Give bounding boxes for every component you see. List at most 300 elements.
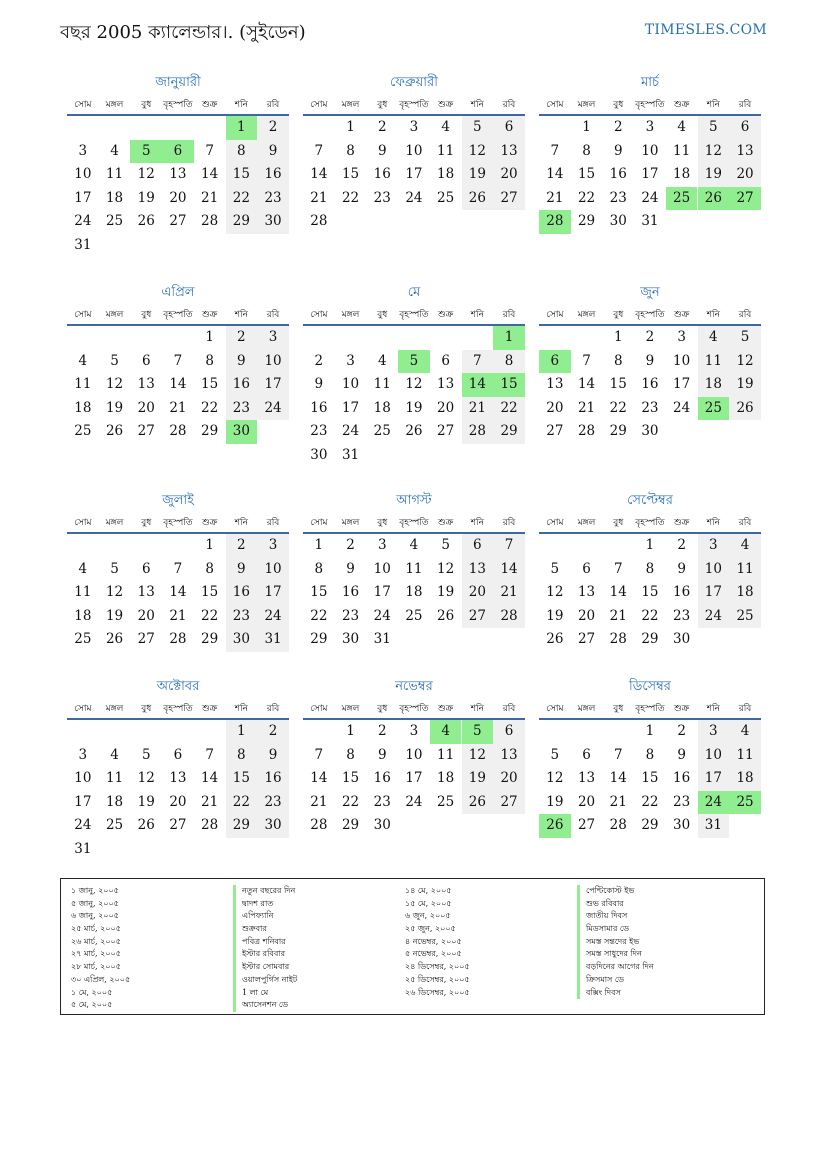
weekday-label: বুধ [613, 704, 624, 714]
weekday-label: শনি [470, 704, 484, 714]
day-cell: 9 [314, 376, 324, 392]
weekday-label: শনি [470, 100, 484, 110]
legend-date: ২৫ মার্চ, ২০০৫ [71, 924, 121, 934]
holiday-day-cell: 1 [493, 326, 525, 350]
day-cell: 13 [493, 140, 525, 164]
weekday-label: বুধ [613, 310, 624, 320]
weekday-label: রবি [738, 100, 752, 110]
day-cell: 7 [173, 560, 183, 577]
day-cell: 2 [257, 116, 289, 140]
day-cell: 6 [141, 352, 151, 369]
legend-holiday-name: জাতীয় দিবস [577, 910, 654, 923]
weekday-label: বৃহস্পতি [635, 100, 665, 110]
day-cell: 5 [441, 537, 450, 553]
day-cell: 25 [74, 423, 92, 439]
day-cell: 23 [373, 793, 391, 810]
legend-dates-column-2 [405, 885, 470, 999]
day-cell: 13 [493, 744, 525, 768]
weekday-label: সোম [310, 518, 328, 528]
day-cell: 12 [405, 376, 423, 392]
weekday-label: সোম [74, 310, 92, 320]
day-cell: 27 [462, 605, 494, 629]
day-cell: 24 [373, 607, 391, 624]
day-cell: 15 [577, 166, 596, 182]
day-cell: 2 [645, 329, 655, 345]
month-block [67, 283, 289, 483]
day-cell: 14 [609, 770, 627, 786]
day-cell: 19 [546, 607, 564, 624]
day-cell: 3 [78, 746, 88, 763]
day-cell: 10 [257, 350, 289, 374]
day-cell: 4 [110, 746, 119, 763]
day-cell: 13 [577, 770, 596, 786]
day-cell: 11 [729, 558, 761, 582]
weekday-label: বুধ [613, 518, 624, 528]
day-cell: 15 [341, 166, 360, 182]
weekday-label: মঙ্গল [341, 100, 360, 110]
day-cell: 21 [169, 399, 187, 416]
legend-date: ৩০ এপ্রিল, ২০০৫ [71, 974, 131, 984]
day-cell: 7 [205, 142, 214, 159]
day-cell: 19 [462, 767, 494, 791]
day-cell: 24 [673, 399, 691, 416]
weekday-label: শুক্র [438, 310, 454, 320]
legend-holiday-name: ইস্টার রবিবার [233, 948, 297, 961]
day-cell: 19 [105, 399, 124, 416]
weekday-label: বৃহস্পতি [163, 518, 193, 528]
weekday-label: সোম [74, 518, 92, 528]
holiday-day-cell: 28 [539, 210, 571, 234]
day-cell: 23 [609, 189, 627, 206]
day-cell: 30 [257, 210, 289, 234]
day-cell: 30 [609, 213, 627, 229]
weekday-label: বৃহস্পতি [399, 704, 429, 714]
day-cell: 28 [310, 817, 328, 833]
day-cell: 4 [409, 537, 419, 553]
day-cell: 27 [169, 213, 187, 229]
day-cell: 10 [405, 142, 423, 159]
day-cell: 9 [677, 560, 686, 577]
month-block [303, 73, 525, 273]
weekday-label: শনি [706, 518, 720, 528]
day-cell: 4 [110, 142, 119, 159]
day-cell: 18 [729, 581, 761, 605]
day-cell: 12 [105, 376, 124, 392]
day-cell: 18 [729, 767, 761, 791]
month-title: ফেব্রুয়ারী [390, 75, 438, 90]
holiday-day-cell: 6 [539, 350, 571, 374]
day-cell: 2 [613, 119, 623, 135]
day-cell: 31 [641, 213, 659, 229]
day-cell: 23 [226, 605, 258, 629]
day-cell: 29 [226, 814, 258, 838]
day-cell: 9 [613, 142, 623, 159]
day-cell: 17 [641, 166, 659, 182]
day-cell: 11 [729, 744, 761, 768]
day-cell: 1 [346, 723, 355, 739]
legend-date: ৪ নভেম্বর, ২০০৫ [405, 936, 462, 946]
day-cell: 3 [257, 534, 289, 558]
day-cell: 7 [462, 350, 494, 374]
day-cell: 13 [137, 584, 155, 600]
day-cell: 27 [546, 423, 564, 439]
day-cell: 20 [729, 163, 761, 187]
day-cell: 7 [613, 560, 623, 577]
day-cell: 24 [698, 605, 730, 629]
day-cell: 14 [310, 770, 328, 786]
weekday-label: সোম [546, 704, 564, 714]
day-cell: 10 [257, 558, 289, 582]
day-cell: 14 [493, 558, 525, 582]
day-cell: 16 [673, 770, 691, 786]
day-cell: 14 [546, 166, 564, 182]
header-rule [303, 324, 525, 326]
day-cell: 22 [226, 187, 258, 211]
day-cell: 24 [641, 189, 659, 206]
weekday-label: শুক্র [438, 518, 454, 528]
day-cell: 23 [373, 189, 391, 206]
day-cell: 15 [226, 767, 258, 791]
weekday-label: মঙ্গল [341, 704, 360, 714]
day-cell: 16 [373, 770, 391, 786]
day-cell: 25 [437, 189, 455, 206]
day-cell: 19 [729, 373, 761, 397]
weekday-label: রবি [502, 100, 516, 110]
legend-date: ১ জানু, ২০০৫ [71, 886, 119, 895]
legend-date: ২৪ ডিসেম্বর, ২০০৫ [405, 962, 470, 972]
day-cell: 3 [257, 326, 289, 350]
day-cell: 15 [641, 584, 659, 600]
legend-holiday-name: সমস্ত সাধুদের দিন [577, 948, 654, 961]
day-cell: 28 [577, 423, 596, 439]
day-cell: 22 [201, 399, 219, 416]
weekday-label: রবি [738, 704, 752, 714]
month-title: জানুয়ারী [155, 75, 201, 90]
day-cell: 28 [310, 213, 328, 229]
legend-holiday-name: পেন্টিকোস্ট ইভ [577, 885, 654, 898]
day-cell: 8 [582, 142, 591, 159]
day-cell: 8 [346, 746, 355, 763]
day-cell: 13 [546, 376, 564, 392]
legend-date: ৬ জুন, ২০০৫ [405, 911, 451, 921]
day-cell: 2 [677, 537, 686, 553]
weekday-label: সোম [546, 310, 564, 320]
day-cell: 17 [698, 767, 730, 791]
day-cell: 26 [105, 631, 124, 647]
day-cell: 16 [226, 581, 258, 605]
day-cell: 14 [169, 376, 187, 392]
holiday-day-cell: 24 [698, 791, 730, 815]
day-cell: 15 [341, 770, 360, 786]
day-cell: 10 [673, 352, 691, 369]
day-cell: 10 [373, 560, 391, 577]
day-cell: 8 [613, 352, 623, 369]
site-brand-link[interactable]: TIMESLES.COM [644, 22, 767, 38]
day-cell: 2 [346, 537, 355, 553]
weekday-label: সোম [546, 518, 564, 528]
weekday-label: বৃহস্পতি [635, 704, 665, 714]
day-cell: 6 [582, 560, 591, 577]
day-cell: 25 [729, 605, 761, 629]
day-cell: 29 [609, 423, 627, 439]
weekday-label: শনি [470, 518, 484, 528]
weekday-label: শুক্র [438, 704, 454, 714]
day-cell: 12 [462, 744, 494, 768]
day-cell: 11 [105, 166, 124, 182]
day-cell: 28 [462, 420, 494, 444]
day-cell: 12 [105, 584, 124, 600]
day-cell: 16 [310, 399, 328, 416]
day-cell: 5 [141, 746, 151, 763]
legend-date: ৫ মে, ২০০৫ [71, 1000, 113, 1010]
weekday-label: শনি [706, 100, 720, 110]
day-cell: 14 [609, 584, 627, 600]
weekday-label: রবি [502, 518, 516, 528]
weekday-label: বৃহস্পতি [163, 100, 193, 110]
weekday-label: বুধ [377, 704, 388, 714]
day-cell: 25 [373, 423, 391, 439]
weekday-label: মঙ্গল [341, 518, 360, 528]
weekday-label: শুক্র [202, 518, 218, 528]
month-title: মার্চ [640, 75, 659, 90]
weekday-label: শনি [234, 310, 248, 320]
day-cell: 11 [74, 584, 92, 600]
day-cell: 3 [645, 119, 655, 135]
day-cell: 18 [437, 770, 455, 786]
weekday-label: রবি [738, 518, 752, 528]
day-cell: 24 [74, 817, 92, 833]
weekday-label: সোম [310, 310, 328, 320]
day-cell: 4 [377, 352, 387, 369]
day-cell: 3 [78, 142, 88, 159]
day-cell: 25 [105, 817, 124, 833]
day-cell: 27 [437, 423, 455, 439]
day-cell: 27 [493, 187, 525, 211]
weekday-label: শুক্র [202, 310, 218, 320]
day-cell: 19 [437, 584, 455, 600]
day-cell: 16 [373, 166, 391, 182]
legend-names-column-1 [233, 885, 297, 1012]
legend-holiday-name: ক্রিসমাস ডে [577, 974, 654, 987]
day-cell: 1 [226, 720, 258, 744]
holiday-day-cell: 25 [698, 397, 730, 421]
day-cell: 26 [546, 631, 564, 647]
month-title: ডিসেম্বর [629, 679, 671, 694]
legend-holiday-name: নতুন বছরের দিন [233, 885, 297, 898]
day-cell: 18 [74, 399, 92, 416]
day-cell: 7 [550, 142, 560, 159]
weekday-label: বৃহস্পতি [399, 100, 429, 110]
legend-date: ৬ জানু, ২০০৫ [71, 911, 119, 921]
day-cell: 24 [405, 189, 423, 206]
day-cell: 11 [698, 350, 730, 374]
day-cell: 1 [582, 119, 591, 135]
holiday-day-cell: 5 [398, 350, 430, 374]
day-cell: 10 [405, 746, 423, 763]
day-cell: 12 [729, 350, 761, 374]
day-cell: 9 [226, 558, 258, 582]
weekday-label: মঙ্গল [577, 310, 596, 320]
day-cell: 23 [310, 423, 328, 439]
day-cell: 28 [493, 605, 525, 629]
day-cell: 22 [609, 399, 627, 416]
day-cell: 27 [577, 817, 596, 833]
weekday-label: শনি [234, 518, 248, 528]
day-cell: 1 [205, 537, 214, 553]
legend-holiday-name: বড়দিনের আগের দিন [577, 961, 654, 974]
day-cell: 27 [137, 423, 155, 439]
day-cell: 14 [577, 376, 596, 392]
day-cell: 6 [441, 352, 450, 369]
day-cell: 30 [310, 446, 328, 463]
day-cell: 29 [641, 817, 659, 833]
day-cell: 22 [493, 397, 525, 421]
weekday-label: রবি [266, 518, 280, 528]
legend-date: ৫ জানু, ২০০৫ [71, 898, 119, 908]
day-cell: 18 [673, 166, 691, 182]
day-cell: 3 [698, 534, 730, 558]
day-cell: 3 [377, 537, 387, 553]
day-cell: 5 [110, 560, 119, 577]
day-cell: 26 [137, 817, 155, 833]
day-cell: 25 [105, 213, 124, 229]
weekday-label: বৃহস্পতি [399, 310, 429, 320]
weekday-label: বুধ [141, 518, 152, 528]
day-cell: 27 [577, 631, 596, 647]
day-cell: 5 [550, 560, 560, 577]
day-cell: 22 [226, 791, 258, 815]
day-cell: 17 [373, 584, 391, 600]
legend-names-column-2 [577, 885, 654, 999]
day-cell: 6 [493, 720, 525, 744]
day-cell: 12 [698, 140, 730, 164]
weekday-label: বুধ [141, 310, 152, 320]
weekday-label: বৃহস্পতি [635, 518, 665, 528]
day-cell: 1 [645, 723, 655, 739]
weekday-label: শনি [234, 704, 248, 714]
day-cell: 3 [698, 720, 730, 744]
month-title: আগস্ট [396, 493, 432, 508]
month-title: সেপ্টেম্বর [627, 493, 673, 508]
day-cell: 30 [673, 817, 691, 833]
day-cell: 16 [226, 373, 258, 397]
day-cell: 2 [226, 326, 258, 350]
day-cell: 20 [493, 767, 525, 791]
day-cell: 24 [405, 793, 423, 810]
day-cell: 15 [201, 584, 219, 600]
legend-dates-column-1 [71, 885, 130, 1012]
weekday-label: বুধ [141, 100, 152, 110]
day-cell: 6 [493, 116, 525, 140]
day-cell: 29 [341, 817, 360, 833]
day-cell: 21 [310, 793, 328, 810]
day-cell: 6 [582, 746, 591, 763]
day-cell: 14 [169, 584, 187, 600]
weekday-label: শুক্র [674, 310, 690, 320]
day-cell: 26 [137, 213, 155, 229]
day-cell: 7 [493, 534, 525, 558]
day-cell: 12 [462, 140, 494, 164]
day-cell: 2 [677, 723, 686, 739]
legend-date: ১৪ মে, ২০০৫ [405, 886, 452, 895]
holiday-day-cell: 14 [462, 373, 494, 397]
day-cell: 23 [673, 607, 691, 624]
day-cell: 11 [105, 770, 124, 786]
day-cell: 24 [74, 213, 92, 229]
day-cell: 10 [74, 166, 92, 182]
legend-date: ১৫ মে, ২০০৫ [405, 898, 452, 908]
holiday-day-cell: 25 [729, 791, 761, 815]
day-cell: 2 [257, 720, 289, 744]
day-cell: 26 [105, 423, 124, 439]
day-cell: 5 [550, 746, 560, 763]
legend-date: ২৬ ডিসেম্বর, ২০০৫ [405, 987, 470, 997]
day-cell: 25 [405, 607, 423, 624]
day-cell: 8 [226, 140, 258, 164]
day-cell: 11 [437, 142, 455, 159]
day-cell: 23 [226, 397, 258, 421]
legend-holiday-name: এপিফ্যানি [233, 910, 297, 923]
weekday-label: শুক্র [202, 100, 218, 110]
legend-holiday-name: মিডসামার ডে [577, 923, 654, 936]
month-block [67, 73, 289, 273]
day-cell: 4 [78, 352, 88, 369]
day-cell: 28 [609, 631, 627, 647]
day-cell: 8 [226, 744, 258, 768]
weekday-label: শুক্র [202, 704, 218, 714]
day-cell: 20 [577, 607, 596, 624]
day-cell: 30 [226, 628, 258, 652]
day-cell: 4 [698, 326, 730, 350]
month-block [539, 73, 761, 273]
legend-holiday-name: অ্যাসেনশন ডে [233, 999, 297, 1012]
day-cell: 12 [546, 584, 564, 600]
holiday-day-cell: 25 [666, 187, 698, 211]
day-cell: 23 [341, 607, 360, 624]
day-cell: 30 [673, 631, 691, 647]
day-cell: 18 [698, 373, 730, 397]
holiday-day-cell: 5 [462, 720, 494, 744]
day-cell: 27 [493, 791, 525, 815]
day-cell: 29 [577, 213, 596, 229]
holiday-day-cell: 1 [226, 116, 258, 140]
day-cell: 25 [437, 793, 455, 810]
month-title: অক্টোবর [156, 679, 200, 694]
day-cell: 11 [673, 142, 691, 159]
day-cell: 7 [173, 352, 183, 369]
day-cell: 11 [437, 746, 455, 763]
day-cell: 4 [729, 534, 761, 558]
month-title: এপ্রিল [161, 285, 195, 300]
day-cell: 8 [205, 560, 214, 577]
legend-date: ২৬ মার্চ, ২০০৫ [71, 936, 121, 946]
day-cell: 28 [201, 817, 219, 833]
day-cell: 21 [546, 189, 564, 206]
day-cell: 20 [169, 189, 187, 206]
day-cell: 15 [641, 770, 659, 786]
holiday-day-cell: 26 [698, 187, 730, 211]
day-cell: 10 [698, 744, 730, 768]
legend-date: ১ মে, ২০০৫ [71, 987, 113, 997]
month-block [67, 677, 289, 877]
day-cell: 21 [609, 607, 627, 624]
day-cell: 2 [377, 723, 387, 739]
day-cell: 20 [546, 399, 564, 416]
weekday-label: সোম [546, 100, 564, 110]
weekday-label: সোম [74, 704, 92, 714]
day-cell: 22 [341, 793, 360, 810]
day-cell: 17 [74, 189, 92, 206]
